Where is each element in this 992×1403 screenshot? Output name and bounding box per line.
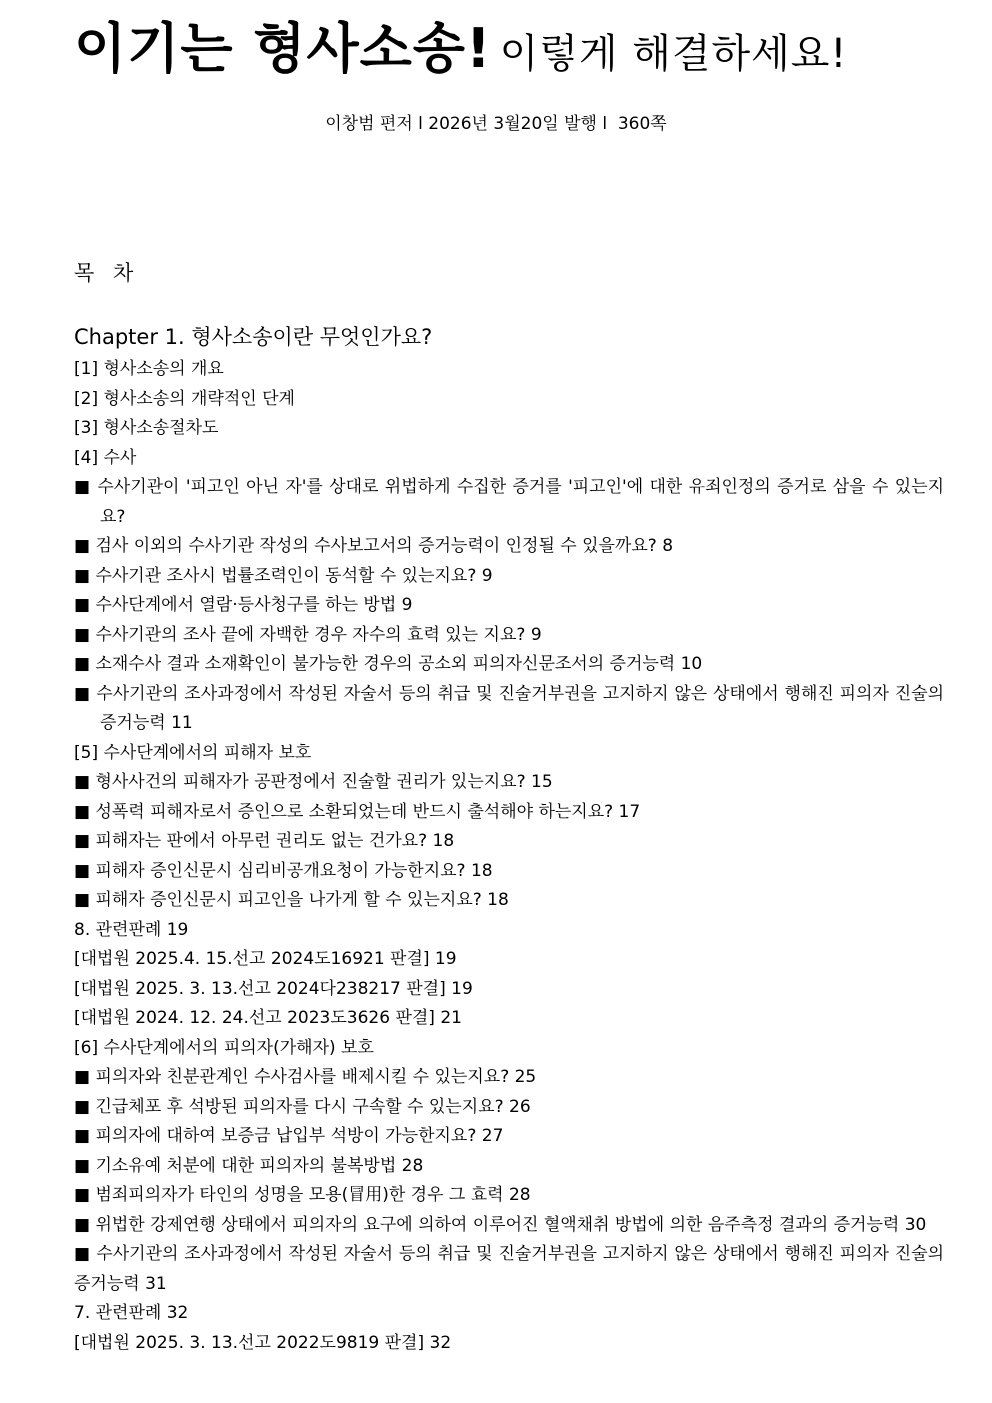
toc-question-item: ■ 피의자와 친분관계인 수사검사를 배제시킬 수 있는지요? 25: [74, 1067, 537, 1087]
toc-question-item: ■ 긴급체포 후 석방된 피의자를 다시 구속할 수 있는지요? 26: [74, 1096, 531, 1117]
toc-section: [3] 형사소송절차도: [74, 418, 219, 438]
toc-section: [6] 수사단계에서의 피의자(가해자) 보호: [74, 1037, 374, 1058]
toc-question-item: ■ 형사사건의 피해자가 공판정에서 진술할 권리가 있는지요? 15: [74, 772, 553, 792]
toc-question-item: ■ 피해자는 판에서 아무런 권리도 없는 건가요? 18: [74, 831, 455, 851]
toc-question-item: ■ 소재수사 결과 소재확인이 불가능한 경우의 공소외 피의자신문조서의 증거능력 10: [74, 654, 703, 674]
toc-question-item: ■ 수사단계에서 열람·등사청구를 하는 방법 9: [74, 595, 413, 615]
toc-question-item: ■ 성폭력 피해자로서 증인으로 소환되었는데 반드시 출석해야 하는지요? 17: [74, 801, 641, 822]
toc-question-item: ■ 수사기관의 조사 끝에 자백한 경우 자수의 효력 있는 지요? 9: [74, 624, 542, 645]
toc-section: [4] 수사: [74, 447, 137, 468]
toc-case-reference: [대법원 2025.4. 15.선고 2024도16921 판결] 19: [74, 949, 457, 969]
toc-section: [5] 수사단계에서의 피해자 보호: [74, 742, 312, 763]
toc-question-item: ■ 범죄피의자가 타인의 성명을 모용(冒用)한 경우 그 효력 28: [74, 1185, 531, 1205]
toc-case-reference: [대법원 2025. 3. 13.선고 2024다238217 판결] 19: [74, 978, 473, 999]
title-sub: 이렇게 해결하세요!: [499, 31, 848, 77]
toc-question-item: ■ 수사기관이 '피고인 아닌 자'를 상대로 위법하게 수집한 증거를 '피고인'에 대한 유죄인정의 증거로 삼을 수 있는지요?: [74, 477, 944, 527]
toc-section: [1] 형사소송의 개요: [74, 359, 224, 379]
toc-question-item: ■ 기소유예 처분에 대한 피의자의 불복방법 28: [74, 1155, 424, 1176]
toc-question-item: ■ 수사기관 조사시 법률조력인이 동석할 수 있는지요? 9: [74, 565, 493, 586]
toc-heading: 목 차: [74, 261, 140, 285]
toc-case-reference: [대법원 2025. 3. 13.선고 2022도9819 판결] 32: [74, 1332, 452, 1353]
toc-case-reference: [대법원 2024. 12. 24.선고 2023도3626 판결] 21: [74, 1008, 462, 1028]
toc-section: [2] 형사소송의 개략적인 단계: [74, 388, 295, 409]
document-title: [74, 17, 974, 80]
toc-section: 8. 관련판례 19: [74, 919, 189, 940]
toc-chapter: Chapter 1. 형사소송이란 무엇인가요?: [74, 325, 433, 349]
table-of-contents: [74, 322, 944, 1358]
toc-question-item: ■ 피해자 증인신문시 심리비공개요청이 가능한지요? 18: [74, 860, 493, 881]
toc-question-item: ■ 피해자 증인신문시 피고인을 나가게 할 수 있는지요? 18: [74, 890, 509, 910]
title-main: 이기는 형사소송!: [74, 17, 492, 80]
toc-question-item: ■ 수사기관의 조사과정에서 작성된 자술서 등의 취급 및 진술거부권을 고지하지 않은 상태에서 행해진 피의자 진술의 증거능력 11: [74, 683, 944, 733]
byline: 이창범 편저 l 2026년 3월20일 발행 l 360쪽: [325, 114, 667, 134]
toc-question-item: ■ 수사기관의 조사과정에서 작성된 자술서 등의 취급 및 진술거부권을 고지하지 않은 상태에서 행해진 피의자 진술의 증거능력 31: [74, 1244, 944, 1294]
toc-section: 7. 관련판례 32: [74, 1303, 189, 1323]
toc-question-item: ■ 피의자에 대하여 보증금 납입부 석방이 가능한지요? 27: [74, 1126, 504, 1146]
toc-question-item: ■ 위법한 강제연행 상태에서 피의자의 요구에 의하여 이루어진 혈액채취 방법에 의한 음주측정 결과의 증거능력 30: [74, 1214, 927, 1235]
toc-question-item: ■ 검사 이외의 수사기관 작성의 수사보고서의 증거능력이 인정될 수 있을까요? 8: [74, 536, 674, 556]
